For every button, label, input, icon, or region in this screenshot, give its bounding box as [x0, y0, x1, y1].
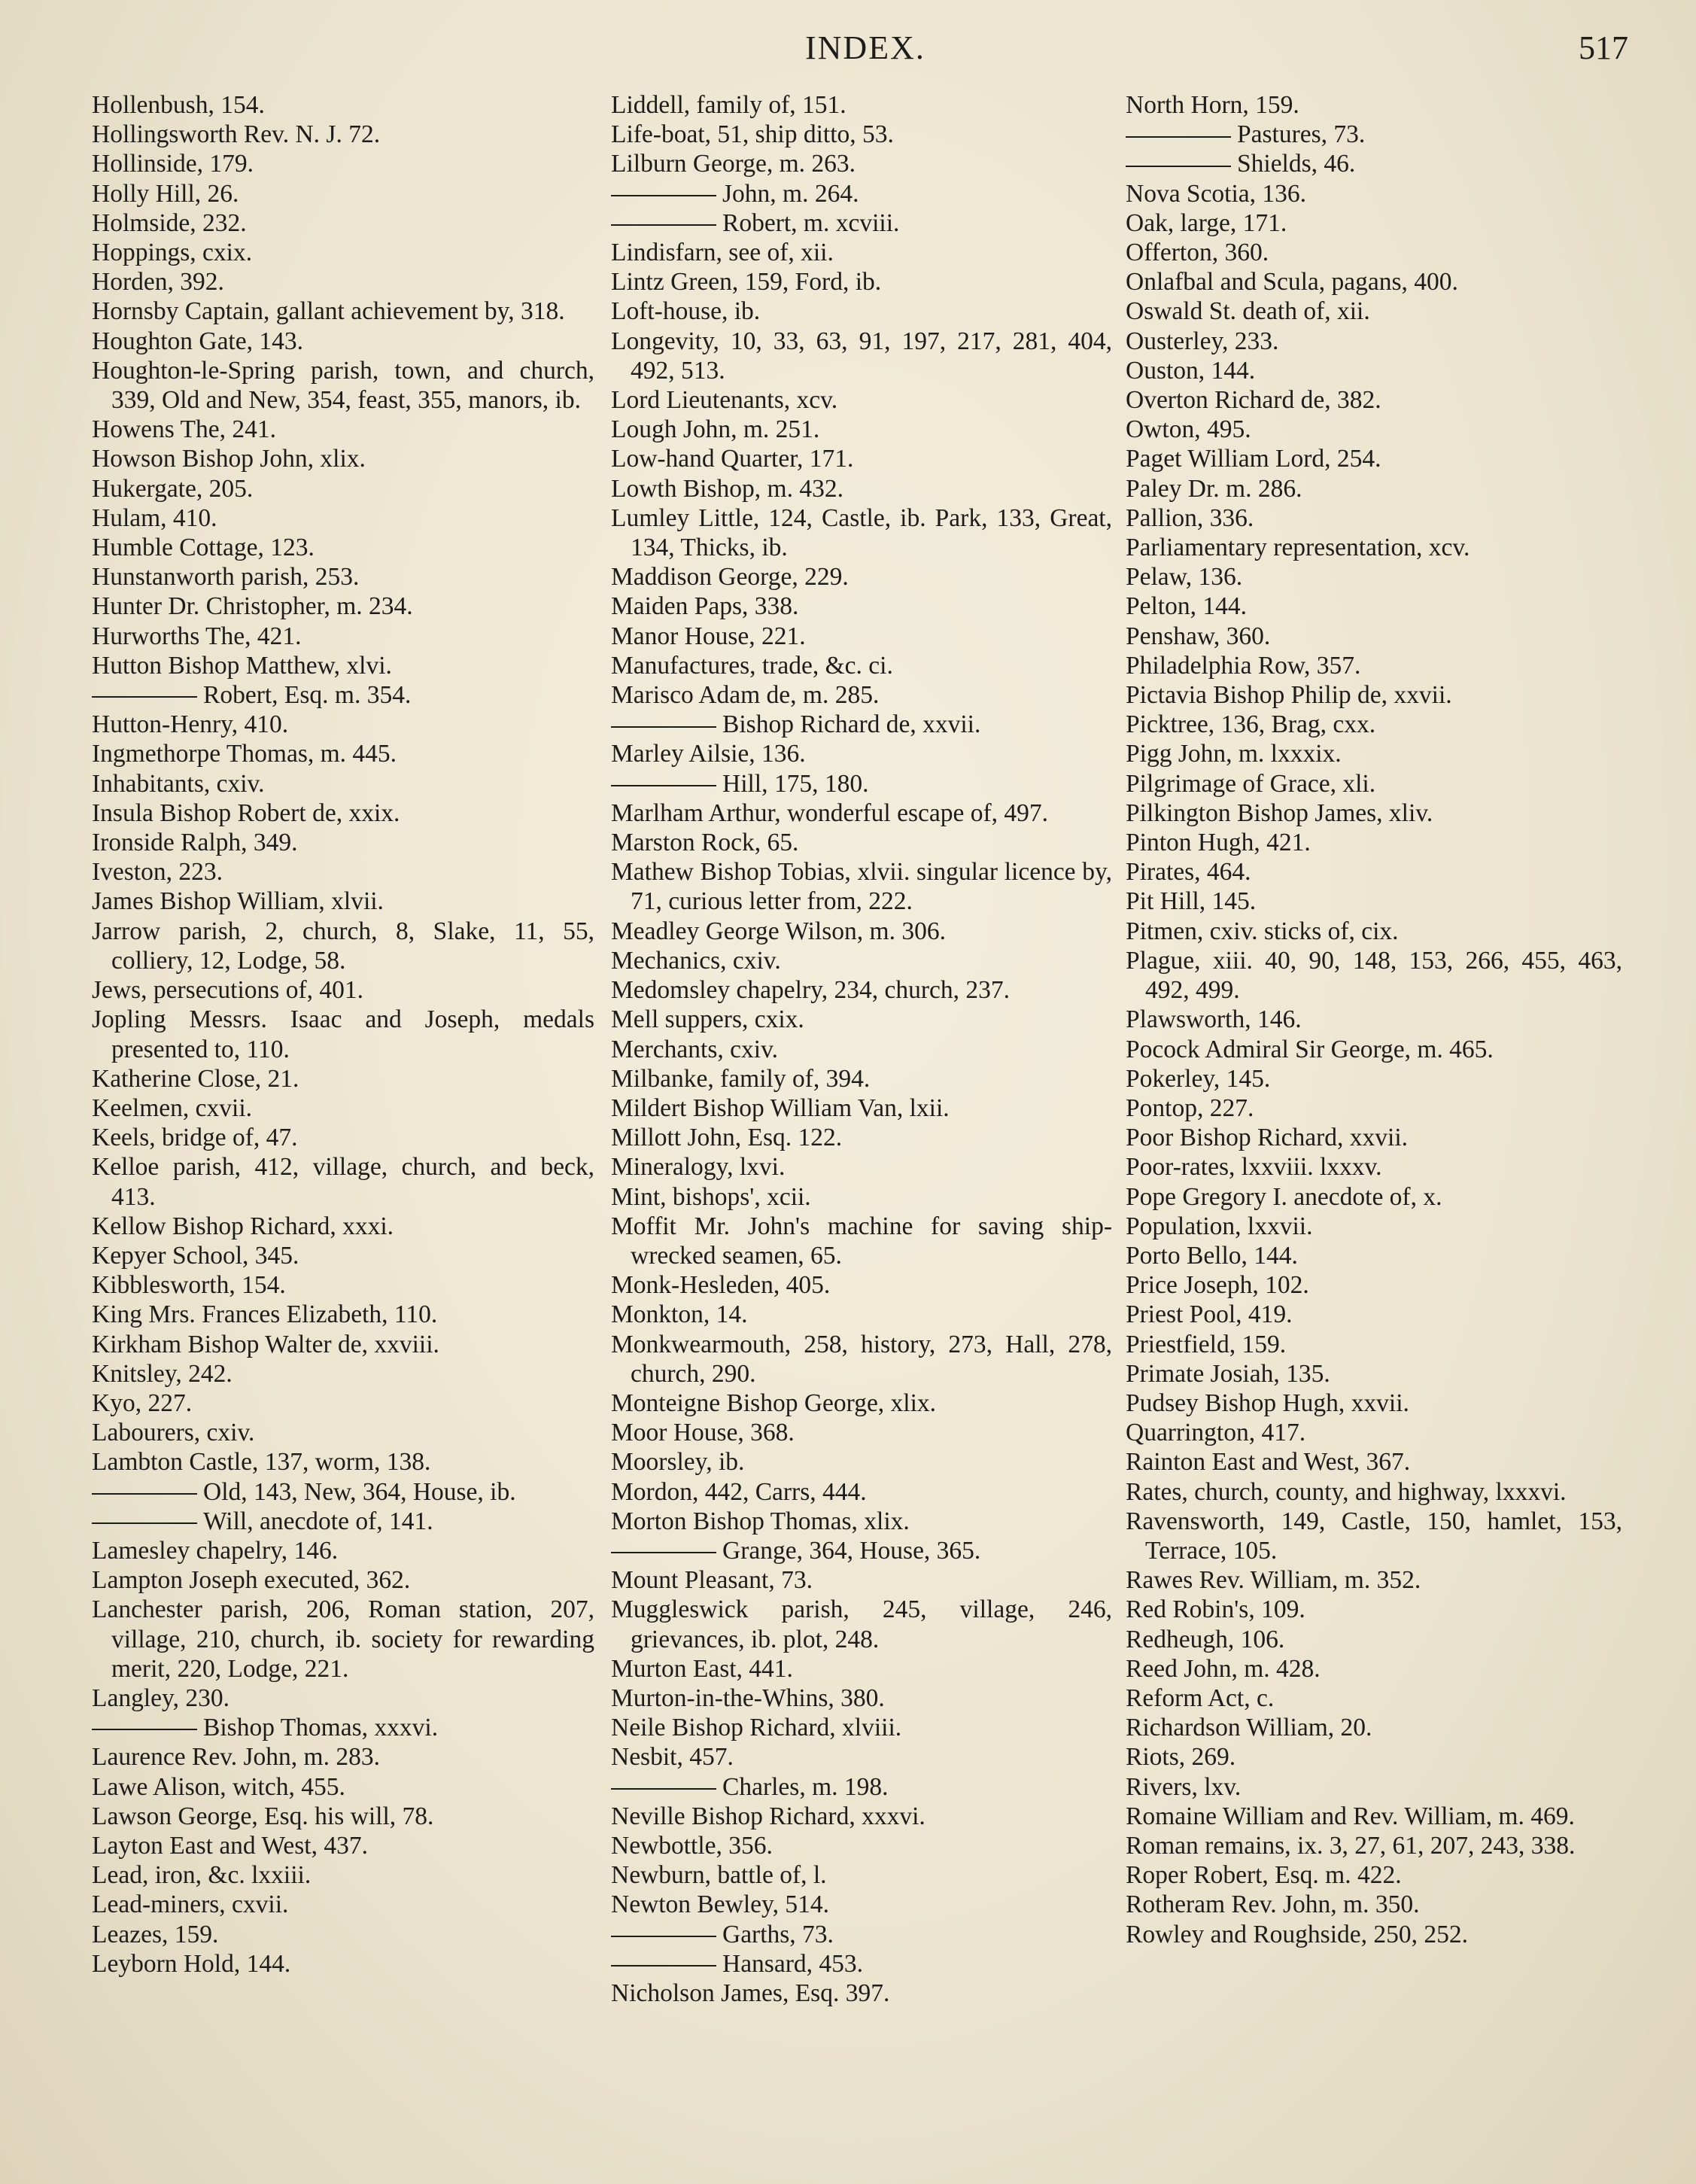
index-entry: Lanchester parish, 206, Roman station, 207, village, 210, church, ib. society for rewarding merit, 220, Lodge, 221.	[92, 1595, 594, 1683]
index-entry: Kibblesworth, 154.	[92, 1271, 286, 1300]
index-entry: Life-boat, 51, ship ditto, 53.	[611, 120, 894, 149]
index-entry: Oswald St. death of, xii.	[1126, 297, 1370, 326]
index-entry: Richardson William, 20.	[1126, 1714, 1372, 1742]
index-entry: Romaine William and Rev. William, m. 469.	[1126, 1802, 1575, 1830]
index-entry: Oak, large, 171.	[1126, 208, 1287, 237]
index-entry: Pallion, 336.	[1126, 503, 1254, 532]
index-entry: Ingmethorpe Thomas, m. 445.	[92, 740, 397, 768]
index-subentry: Bishop Thomas, xxxvi.	[92, 1713, 594, 1742]
index-subentry: Charles, m. 198.	[611, 1772, 1112, 1802]
index-entry: Moorsley, ib.	[611, 1448, 745, 1477]
index-entry: Howson Bishop John, xlix.	[92, 445, 366, 473]
index-entry: Moor House, 368.	[611, 1419, 795, 1447]
index-entry: Pontop, 227.	[1126, 1094, 1254, 1122]
index-entry: Mildert Bishop William Van, lxii.	[611, 1094, 950, 1122]
index-column-2	[611, 90, 1112, 2008]
index-entry: Pinton Hugh, 421.	[1126, 829, 1311, 857]
index-entry: Price Joseph, 102.	[1126, 1271, 1309, 1300]
index-entry: Millott John, Esq. 122.	[611, 1124, 843, 1152]
index-entry: Hoppings, cxix.	[92, 239, 253, 267]
index-entry: Pirates, 464.	[1126, 858, 1251, 887]
index-entry: Pilgrimage of Grace, xli.	[1126, 769, 1376, 798]
index-entry: Lindisfarn, see of, xii.	[611, 239, 834, 267]
index-entry: Lough John, m. 251.	[611, 415, 820, 444]
index-entry: Priest Pool, 419.	[1126, 1300, 1293, 1329]
index-entry: Parliamentary representation, xcv.	[1126, 534, 1470, 562]
index-entry: Monteigne Bishop George, xlix.	[611, 1389, 937, 1417]
index-entry: Owton, 495.	[1126, 415, 1251, 444]
index-entry: Lamesley chapelry, 146.	[92, 1536, 339, 1565]
index-entry: King Mrs. Frances Elizabeth, 110.	[92, 1300, 438, 1329]
index-entry: Mechanics, cxiv.	[611, 946, 781, 975]
index-entry: Hunstanworth parish, 253.	[92, 563, 360, 592]
index-entry: Lead, iron, &c. lxxiii.	[92, 1861, 312, 1890]
index-entry: Loft-house, ib.	[611, 297, 761, 326]
index-entry: Pictavia Bishop Philip de, xxvii.	[1126, 681, 1452, 710]
index-entry: Redheugh, 106.	[1126, 1625, 1285, 1653]
index-entry: Muggleswick parish, 245, village, 246, grievances, ib. plot, 248.	[611, 1595, 1112, 1653]
index-entry: Lawson George, Esq. his will, 78.	[92, 1802, 434, 1830]
index-entry: Pit Hill, 145.	[1126, 887, 1257, 916]
index-entry: Hurworths The, 421.	[92, 622, 302, 650]
index-entry: Howens The, 241.	[92, 415, 277, 444]
index-entry: Maiden Paps, 338.	[611, 592, 799, 621]
index-entry: Pudsey Bishop Hugh, xxvii.	[1126, 1389, 1409, 1417]
index-entry: Rawes Rev. William, m. 352.	[1126, 1566, 1421, 1595]
index-entry: Keelmen, cxvii.	[92, 1094, 253, 1122]
index-entry: Lord Lieutenants, xcv.	[611, 386, 838, 415]
index-entry: Mount Pleasant, 73.	[611, 1566, 813, 1595]
index-entry: Ironside Ralph, 349.	[92, 829, 298, 857]
page-number: 517	[1579, 29, 1628, 66]
index-entry: Lowth Bishop, m. 432.	[611, 474, 843, 503]
index-entry: Murton East, 441.	[611, 1654, 793, 1683]
index-entry: Monkton, 14.	[611, 1300, 748, 1329]
index-entry: Layton East and West, 437.	[92, 1831, 368, 1860]
index-entry: Roper Robert, Esq. m. 422.	[1126, 1861, 1402, 1890]
index-entry: Lilburn George, m. 263.	[611, 150, 856, 178]
index-entry: Pigg John, m. lxxxix.	[1126, 740, 1342, 768]
index-entry: Kirkham Bishop Walter de, xxviii.	[92, 1330, 439, 1358]
index-entry: Neville Bishop Richard, xxxvi.	[611, 1802, 926, 1830]
index-entry: Liddell, family of, 151.	[611, 91, 846, 119]
index-entry: Leyborn Hold, 144.	[92, 1949, 291, 1978]
index-entry: Kepyer School, 345.	[92, 1241, 299, 1270]
index-subentry: Robert, Esq. m. 354.	[92, 680, 594, 710]
index-entry: Porto Bello, 144.	[1126, 1241, 1298, 1270]
index-entry: Primate Josiah, 135.	[1126, 1359, 1330, 1388]
index-entry: Newburn, battle of, l.	[611, 1861, 827, 1890]
index-entry: Pelton, 144.	[1126, 592, 1247, 621]
index-entry: Low-hand Quarter, 171.	[611, 445, 854, 473]
index-entry: Lawe Alison, witch, 455.	[92, 1772, 345, 1801]
index-entry: Quarrington, 417.	[1126, 1419, 1306, 1447]
index-entry: Holly Hill, 26.	[92, 179, 239, 208]
index-subentry: Will, anecdote of, 141.	[92, 1507, 594, 1536]
index-subentry: Garths, 73.	[611, 1920, 1112, 1949]
index-entry: Holmside, 232.	[92, 208, 247, 237]
index-entry: Longevity, 10, 33, 63, 91, 197, 217, 281, 404, 492, 513.	[611, 327, 1112, 385]
index-entry: Marley Ailsie, 136.	[611, 740, 806, 768]
index-entry: Mineralogy, lxvi.	[611, 1153, 786, 1182]
index-entry: Pelaw, 136.	[1126, 563, 1243, 592]
index-entry: Laurence Rev. John, m. 283.	[92, 1743, 380, 1772]
index-entry: Paley Dr. m. 286.	[1126, 474, 1302, 503]
index-entry: Jews, persecutions of, 401.	[92, 976, 363, 1005]
index-entry: Jopling Messrs. Isaac and Joseph, medals presented to, 110.	[92, 1005, 594, 1063]
index-entry: Newbottle, 356.	[611, 1831, 773, 1860]
index-column-1	[92, 90, 594, 1979]
index-entry: Hornsby Captain, gallant achievement by, 318.	[92, 297, 565, 326]
index-entry: Merchants, cxiv.	[611, 1035, 779, 1063]
index-entry: Pope Gregory I. anecdote of, x.	[1126, 1182, 1442, 1211]
index-entry: Houghton-le-Spring parish, town, and church, 339, Old and New, 354, feast, 355, manors, ib.	[92, 356, 594, 415]
index-entry: Reform Act, c.	[1126, 1684, 1275, 1712]
index-entry: Rainton East and West, 367.	[1126, 1448, 1411, 1477]
index-subentry: Shields, 46.	[1126, 149, 1622, 178]
index-entry: Offerton, 360.	[1126, 239, 1269, 267]
index-entry: Horden, 392.	[92, 268, 224, 297]
index-entry: Labourers, cxiv.	[92, 1419, 255, 1447]
index-entry: Maddison George, 229.	[611, 563, 849, 592]
index-entry: Insula Bishop Robert de, xxix.	[92, 798, 400, 827]
index-entry: Riots, 269.	[1126, 1743, 1236, 1772]
index-subentry: Hill, 175, 180.	[611, 769, 1112, 798]
index-entry: Ouston, 144.	[1126, 356, 1256, 385]
index-entry: Hukergate, 205.	[92, 474, 254, 503]
index-entry: Lintz Green, 159, Ford, ib.	[611, 268, 882, 297]
index-entry: Kellow Bishop Richard, xxxi.	[92, 1212, 394, 1240]
index-entry: Milbanke, family of, 394.	[611, 1064, 871, 1093]
index-entry: Population, lxxvii.	[1126, 1212, 1313, 1240]
index-entry: Knitsley, 242.	[92, 1359, 233, 1388]
index-entry: Poor-rates, lxxviii. lxxxv.	[1126, 1153, 1382, 1182]
index-entry: Poor Bishop Richard, xxvii.	[1126, 1124, 1409, 1152]
index-entry: Reed John, m. 428.	[1126, 1654, 1321, 1683]
index-subentry: Old, 143, New, 364, House, ib.	[92, 1477, 594, 1507]
index-entry: Lead-miners, cxvii.	[92, 1890, 289, 1919]
index-entry: Mordon, 442, Carrs, 444.	[611, 1477, 867, 1506]
index-entry: Penshaw, 360.	[1126, 622, 1271, 650]
index-entry: Newton Bewley, 514.	[611, 1890, 829, 1919]
index-entry: Ousterley, 233.	[1126, 327, 1279, 355]
index-entry: Neile Bishop Richard, xlviii.	[611, 1714, 902, 1742]
index-entry: Monk-Hesleden, 405.	[611, 1271, 831, 1300]
index-entry: Hollenbush, 154.	[92, 91, 265, 119]
index-entry: Iveston, 223.	[92, 858, 223, 887]
index-entry: Ravensworth, 149, Castle, 150, hamlet, 153, Terrace, 105.	[1126, 1507, 1622, 1565]
index-entry: Lampton Joseph executed, 362.	[92, 1566, 411, 1595]
index-entry: Marston Rock, 65.	[611, 829, 799, 857]
index-entry: Mell suppers, cxix.	[611, 1005, 804, 1034]
index-entry: Roman remains, ix. 3, 27, 61, 207, 243, 338.	[1126, 1831, 1576, 1860]
index-entry: Kyo, 227.	[92, 1389, 193, 1417]
index-column-3	[1126, 90, 1622, 1949]
index-subentry: Hansard, 453.	[611, 1949, 1112, 1979]
index-entry: Keels, bridge of, 47.	[92, 1124, 298, 1152]
index-entry: Nesbit, 457.	[611, 1743, 734, 1772]
index-entry: Nova Scotia, 136.	[1126, 179, 1307, 208]
index-entry: Lambton Castle, 137, worm, 138.	[92, 1448, 431, 1477]
index-entry: James Bishop William, xlvii.	[92, 887, 384, 916]
page-title: INDEX.	[805, 29, 926, 66]
index-entry: Pokerley, 145.	[1126, 1064, 1271, 1093]
index-entry: Rotheram Rev. John, m. 350.	[1126, 1890, 1420, 1919]
index-entry: Pitmen, cxiv. sticks of, cix.	[1126, 917, 1399, 945]
index-entry: Rates, church, county, and highway, lxxxvi.	[1126, 1477, 1567, 1506]
index-entry: Marisco Adam de, m. 285.	[611, 681, 880, 710]
index-entry: Onlafbal and Scula, pagans, 400.	[1126, 268, 1458, 297]
index-entry: North Horn, 159.	[1126, 91, 1299, 119]
index-entry: Jarrow parish, 2, church, 8, Slake, 11, 55, colliery, 12, Lodge, 58.	[92, 917, 594, 975]
index-entry: Rivers, lxv.	[1126, 1772, 1242, 1801]
index-entry: Katherine Close, 21.	[92, 1064, 299, 1093]
index-entry: Hollingsworth Rev. N. J. 72.	[92, 120, 381, 149]
index-entry: Philadelphia Row, 357.	[1126, 651, 1361, 680]
index-entry: Pocock Admiral Sir George, m. 465.	[1126, 1035, 1494, 1063]
index-entry: Manor House, 221.	[611, 622, 806, 650]
index-entry: Hutton-Henry, 410.	[92, 710, 289, 739]
index-entry: Nicholson James, Esq. 397.	[611, 1979, 890, 2007]
index-entry: Moffit Mr. John's machine for saving ship-wrecked seamen, 65.	[611, 1212, 1112, 1270]
index-entry: Leazes, 159.	[92, 1920, 219, 1948]
index-entry: Humble Cottage, 123.	[92, 534, 315, 562]
index-entry: Langley, 230.	[92, 1684, 229, 1712]
index-entry: Mathew Bishop Tobias, xlvii. singular licence by, 71, curious letter from, 222.	[611, 858, 1112, 916]
index-entry: Pilkington Bishop James, xliv.	[1126, 798, 1433, 827]
index-entry: Houghton Gate, 143.	[92, 327, 303, 355]
index-entry: Priestfield, 159.	[1126, 1330, 1287, 1358]
index-subentry: Grange, 364, House, 365.	[611, 1536, 1112, 1565]
index-entry: Inhabitants, cxiv.	[92, 769, 265, 798]
index-entry: Rowley and Roughside, 250, 252.	[1126, 1920, 1469, 1948]
index-entry: Hutton Bishop Matthew, xlvi.	[92, 651, 392, 680]
index-entry: Hollinside, 179.	[92, 150, 254, 178]
index-subentry: John, m. 264.	[611, 179, 1112, 208]
index-entry: Meadley George Wilson, m. 306.	[611, 917, 946, 945]
index-entry: Monkwearmouth, 258, history, 273, Hall, 278, church, 290.	[611, 1330, 1112, 1388]
index-subentry: Pastures, 73.	[1126, 120, 1622, 149]
index-entry: Overton Richard de, 382.	[1126, 386, 1381, 415]
index-entry: Picktree, 136, Brag, cxx.	[1126, 710, 1376, 739]
index-entry: Paget William Lord, 254.	[1126, 445, 1381, 473]
page-header	[0, 29, 1696, 74]
index-subentry: Robert, m. xcviii.	[611, 208, 1112, 238]
index-entry: Medomsley chapelry, 234, church, 237.	[611, 976, 1010, 1005]
index-entry: Hulam, 410.	[92, 503, 217, 532]
index-entry: Red Robin's, 109.	[1126, 1595, 1305, 1624]
index-entry: Mint, bishops', xcii.	[611, 1182, 811, 1211]
index-entry: Plague, xiii. 40, 90, 148, 153, 266, 455, 463, 492, 499.	[1126, 946, 1622, 1005]
index-entry: Hunter Dr. Christopher, m. 234.	[92, 592, 413, 621]
index-entry: Morton Bishop Thomas, xlix.	[611, 1507, 910, 1535]
index-entry: Lumley Little, 124, Castle, ib. Park, 133, Great, 134, Thicks, ib.	[611, 503, 1112, 562]
index-entry: Manufactures, trade, &c. ci.	[611, 651, 893, 680]
index-entry: Kelloe parish, 412, village, church, and beck, 413.	[92, 1153, 594, 1211]
index-entry: Plawsworth, 146.	[1126, 1005, 1302, 1034]
index-entry: Murton-in-the-Whins, 380.	[611, 1684, 885, 1712]
index-subentry: Bishop Richard de, xxvii.	[611, 710, 1112, 739]
index-entry: Marlham Arthur, wonderful escape of, 497.	[611, 798, 1049, 827]
